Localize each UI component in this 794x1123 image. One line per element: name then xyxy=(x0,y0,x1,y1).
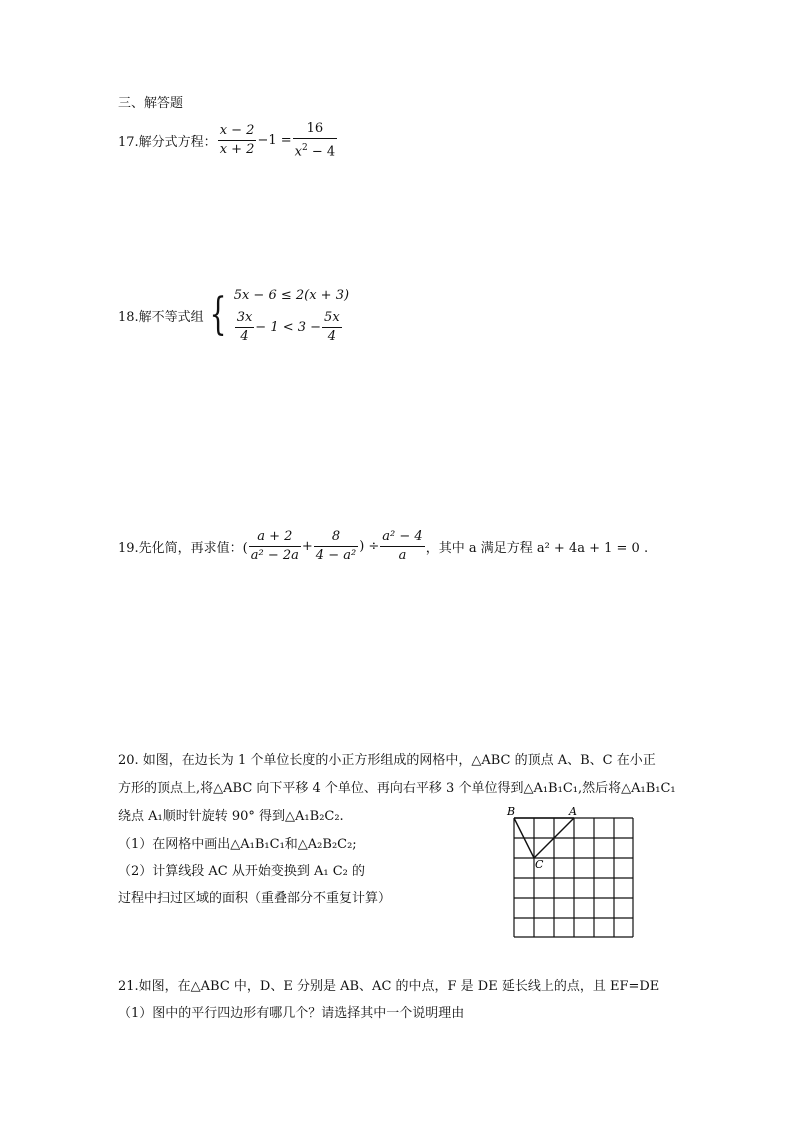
question-20-line-1: 20. 如图，在边长为 1 个单位长度的小正方形组成的网格中，△ABC 的顶点 A、B、C 在小正 xyxy=(118,753,656,768)
vertex-label-a: A xyxy=(569,805,577,818)
q19-fraction-2: $\frac{8}{\text{4 − a²}}$ xyxy=(315,529,357,563)
question-18 xyxy=(118,283,349,347)
question-19-label: 19.先化简，再求值：( xyxy=(118,541,248,556)
question-21-line-1: 21.如图，在△ABC 中，D、E 分别是 AB、AC 的中点，F 是 DE 延长线上的点，且 EF=DE xyxy=(118,979,660,994)
question-20-sub-2: （2）计算线段 AC 从开始变换到 A₁ C₂ 的 xyxy=(118,864,366,879)
vertex-label-c: C xyxy=(535,858,544,871)
question-17-label: 17.解分式方程： xyxy=(118,135,217,151)
question-20-sub-1: （1）在网格中画出△A₁B₁C₁和△A₂B₂C₂; xyxy=(118,837,357,852)
q19-fraction-1: $\frac{a + 2}{\text{a² − 2a}}$ xyxy=(250,529,299,563)
question-17: 17.解分式方程： $\frac{x - 2}{x + 2}$ −1 = $\frac{16}{x^2 - 4}$ xyxy=(118,121,336,160)
inequality-1: 5x − 6 ≤ 2(x + 3) xyxy=(233,287,350,303)
section-title: 三、解答题 xyxy=(118,96,184,111)
q17-rhs-fraction: $\frac{16}{x^2 - 4}$ xyxy=(294,121,336,160)
vertex-label-b: B xyxy=(507,805,516,818)
q19-fraction-3: $\frac{\text{a² − 4}}{a}$ xyxy=(382,529,423,563)
question-21-sub-1: （1）图中的平行四边形有哪几个？请选择其中一个说明理由 xyxy=(118,1006,465,1021)
q17-lhs-fraction: $\frac{x - 2}{x + 2}$ xyxy=(219,123,255,158)
grid-figure xyxy=(505,803,637,941)
question-20-line-3: 绕点 A₁顺时针旋转 90° 得到△A₁B₂C₂. xyxy=(118,809,344,824)
question-20-sub-3: 过程中扫过区域的面积（重叠部分不重复计算） xyxy=(118,891,392,906)
question-18-label: 18.解不等式组 xyxy=(118,309,204,325)
question-19: 19.先化简，再求值：( $\frac{a + 2}{\text{a² − 2a}}$ + $\frac{8}{\text{4 − a²}}$ ) ÷ $\frac{\text{a² − 4}}{a}$ ，其中 a 满足方程 a² + 4a + 1 = 0 . xyxy=(118,529,649,563)
system-brace: { xyxy=(209,289,227,340)
question-20-line-2: 方形的顶点上,将△ABC 向下平移 4 个单位、再向右平移 3 个单位得到△A₁B₁C₁,然后将△A₁B₁C₁ xyxy=(118,781,676,796)
inequality-system xyxy=(234,283,349,347)
grid-lines xyxy=(514,818,633,937)
inequality-2: $\frac{3x}{4}$ − 1 < 3 − $\frac{5x}{4}$ xyxy=(236,309,340,344)
